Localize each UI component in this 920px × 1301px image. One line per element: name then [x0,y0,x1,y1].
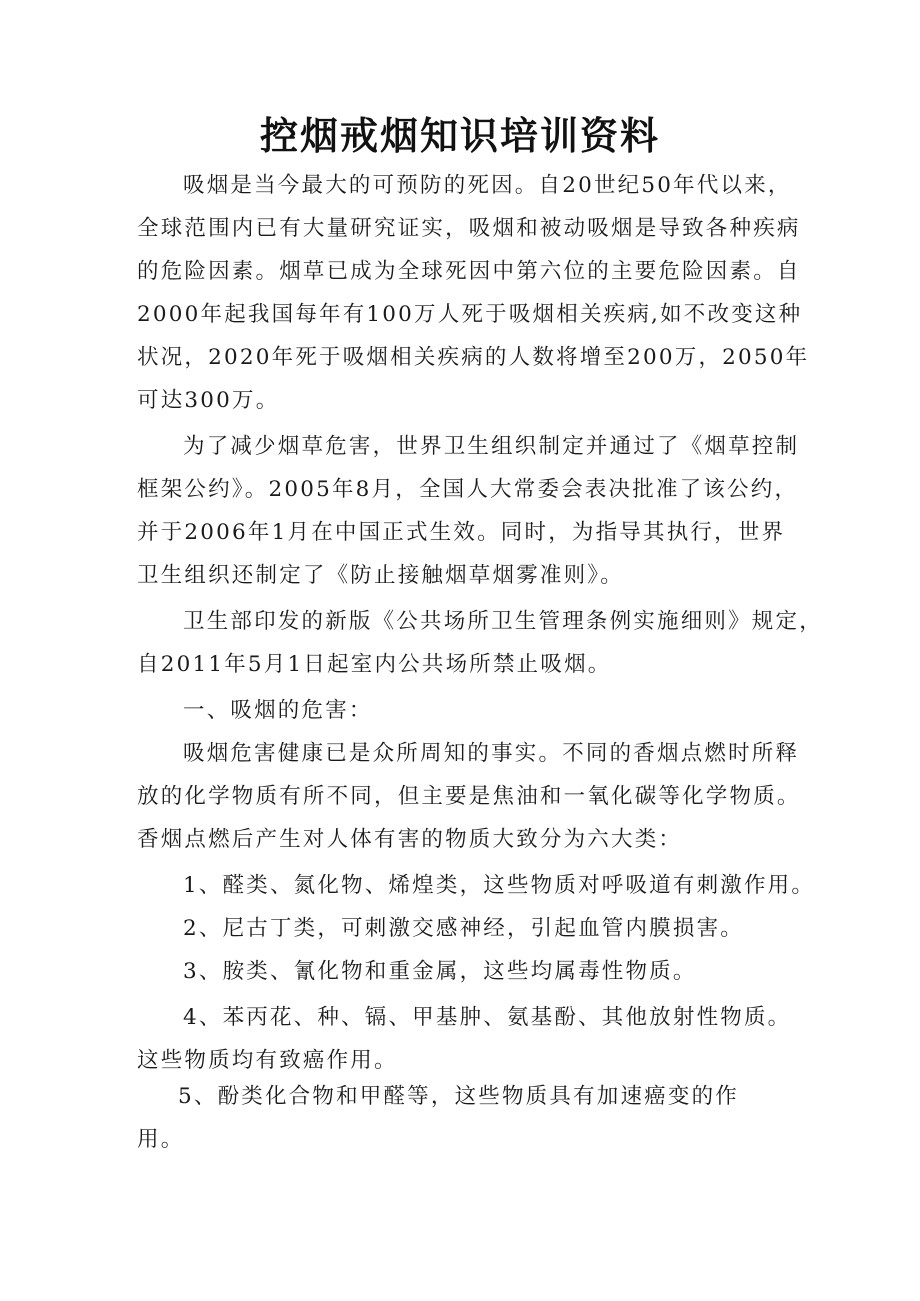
list-item: 1、醛类、氮化物、烯煌类，这些物质对呼吸道有刺激作用。 [183,873,816,898]
document-title: 控烟戒烟知识培训资料 [259,114,660,158]
section-heading: 一、吸烟的危害： [183,698,373,723]
paragraph-line: 吸烟是当今最大的可预防的死因。自20世纪50年代以来， [183,173,792,198]
paragraph-line: 卫生组织还制定了《防止接触烟草烟雾准则》。 [137,563,624,588]
list-item: 2、尼古丁类，可刺激交感神经，引起血管内膜损害。 [183,916,744,941]
paragraph-line: 吸烟危害健康已是众所周知的事实。不同的香烟点燃时所释 [183,741,800,766]
paragraph-line: 2000年起我国每年有100万人死于吸烟相关疾病,如不改变这种 [137,302,803,327]
list-item: 3、胺类、氰化物和重金属，这些均属毒性物质。 [183,959,697,984]
list-item: 5、酚类化合物和甲醛等，这些物质具有加速癌变的作 [178,1084,739,1109]
list-item: 4、苯丙花、种、镉、甲基肿、氨基酚、其他放射性物质。 [183,1005,792,1030]
paragraph-line: 框架公约》。2005年8月，全国人大常委会表决批准了该公约， [137,477,799,502]
paragraph-line: 并于2006年1月在中国正式生效。同时，为指导其执行，世界 [137,520,786,545]
paragraph-line: 可达300万。 [137,388,280,413]
paragraph-line: 状况，2020年死于吸烟相关疾病的人数将增至200万，2050年 [137,345,810,370]
paragraph-line: 香烟点燃后产生对人体有害的物质大致分为六大类： [137,827,683,852]
paragraph-line: 卫生部印发的新版《公共场所卫生管理条例实施细则》规定， [183,609,823,634]
list-item-continuation: 这些物质均有致癌作用。 [137,1048,398,1073]
paragraph-line: 的危险因素。烟草已成为全球死因中第六位的主要危险因素。自 [137,259,801,284]
list-item-continuation: 用。 [137,1127,185,1152]
paragraph-line: 全球范围内已有大量研究证实，吸烟和被动吸烟是导致各种疾病 [137,216,801,241]
paragraph-line: 自2011年5月1日起室内公共场所禁止吸烟。 [137,652,612,677]
paragraph-line: 放的化学物质有所不同，但主要是焦油和一氧化碳等化学物质。 [137,784,801,809]
paragraph-line: 为了减少烟草危害，世界卫生组织制定并通过了《烟草控制 [183,434,800,459]
